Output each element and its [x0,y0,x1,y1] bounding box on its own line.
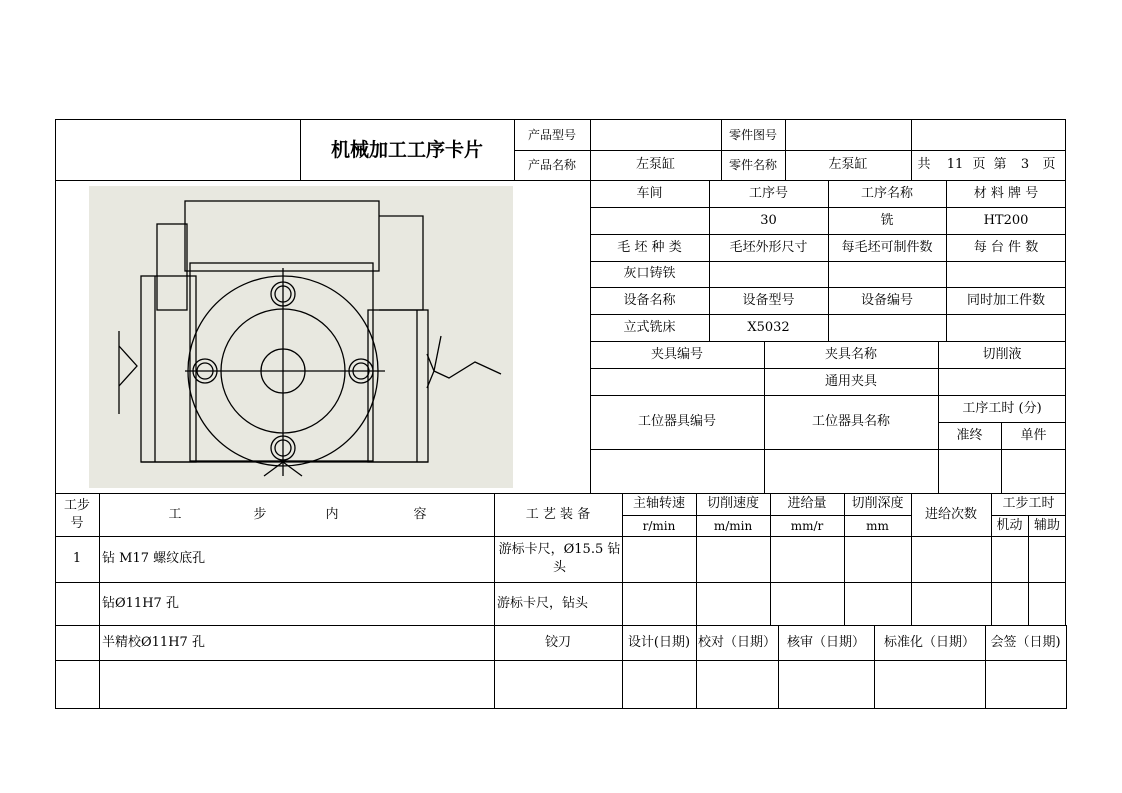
product-model-label: 产品型号 [527,127,576,142]
step-time-header: 工步工时 [1002,496,1055,511]
op-name-value: 铣 [880,212,894,228]
material-value: HT200 [983,212,1029,228]
prep-time-label: 准终 [956,427,983,443]
step-content: 半精校Ø11H7 孔 [102,634,205,650]
equip-name-value: 立式铣床 [623,319,676,335]
part-drawing-no-label: 零件图号 [728,127,777,142]
total-label: 共 [917,157,931,172]
page-unit: 页 [972,157,986,172]
fixture-name-label: 夹具名称 [824,346,877,362]
blank-type-label: 毛 坯 种 类 [617,239,682,255]
content-header-3: 内 [325,506,339,522]
part-drawing-no-value [785,119,911,150]
cut-speed-unit: m/min [713,518,753,533]
per-blank-label: 每毛坯可制件数 [841,239,933,255]
machine-time-header: 机动 [996,517,1023,533]
op-name-label: 工序名称 [860,185,913,201]
step-no [55,582,99,625]
product-model-value [590,119,721,150]
step-equipment: 游标卡尺，Ø15.5 钻头 [498,542,621,575]
equip-model-label: 设备型号 [742,292,795,308]
aux-time-header: 辅助 [1033,517,1060,533]
unit-time-label: 单件 [1020,427,1047,443]
material-label: 材 料 牌 号 [973,185,1039,201]
feed-unit: mm/r [790,518,824,533]
equip-model-value: X5032 [747,319,790,335]
page-unit-2: 页 [1042,157,1056,172]
step-no [55,625,99,660]
content-header-4: 容 [413,506,427,522]
step-equipment: 游标卡尺，钻头 [497,595,589,611]
station-tool-no-label: 工位器具编号 [637,414,716,429]
page-label: 第 [993,157,1007,172]
product-name-value: 左泵缸 [635,157,675,172]
depth-header: 切削深度 [851,496,904,511]
op-no-label: 工序号 [748,185,788,201]
depth-unit: mm [866,518,889,533]
spindle-speed-unit: r/min [642,518,676,533]
proof-date-label: 校对（日期） [697,634,776,650]
content-header-1: 工 [168,506,182,522]
part-name-label: 零件名称 [728,158,777,172]
review-date-label: 核审（日期） [786,634,865,650]
step-content: 钻Ø11H7 孔 [102,595,179,611]
page-no: 3 [1020,157,1030,172]
equip-no-label: 设备编号 [860,292,913,308]
equip-name-label: 设备名称 [623,292,676,308]
part-name-value: 左泵缸 [828,157,868,172]
content-header-2: 步 [253,506,267,522]
equipment-header: 工 艺 装 备 [525,506,591,522]
step-no: 1 [72,551,82,566]
part-drawing [89,186,513,488]
simul-label: 同时加工件数 [966,292,1045,308]
blank-size-label: 毛坯外形尺寸 [729,239,808,255]
step-no-header: 工步号 [63,497,90,531]
fixture-no-label: 夹具编号 [650,346,703,362]
fixture-name-value: 通用夹具 [824,373,877,389]
design-date-label: 设计(日期) [627,634,691,650]
workshop-value [590,207,709,234]
blank-type-value: 灰口铸铁 [623,266,676,281]
cut-speed-header: 切削速度 [706,496,759,511]
workshop-label: 车间 [636,185,663,201]
op-time-label: 工序工时 (分) [962,400,1042,416]
total-pages: 11 [946,157,964,172]
spindle-speed-header: 主轴转速 [632,496,685,511]
step-equipment: 铰刀 [544,634,571,650]
card-title: 机械加工工序卡片 [330,138,483,161]
per-unit-label: 每 台 件 数 [973,239,1039,255]
standard-date-label: 标准化（日期） [883,634,975,650]
coolant-label: 切削液 [982,346,1022,362]
step-content: 钻 M17 螺纹底孔 [102,551,206,566]
op-no-value: 30 [760,212,777,228]
station-tool-name-label: 工位器具名称 [811,414,890,429]
product-name-label: 产品名称 [527,158,576,172]
feed-header: 进给量 [787,496,827,511]
passes-header: 进给次数 [924,506,977,522]
countersign-date-label: 会签（日期) [990,634,1061,650]
